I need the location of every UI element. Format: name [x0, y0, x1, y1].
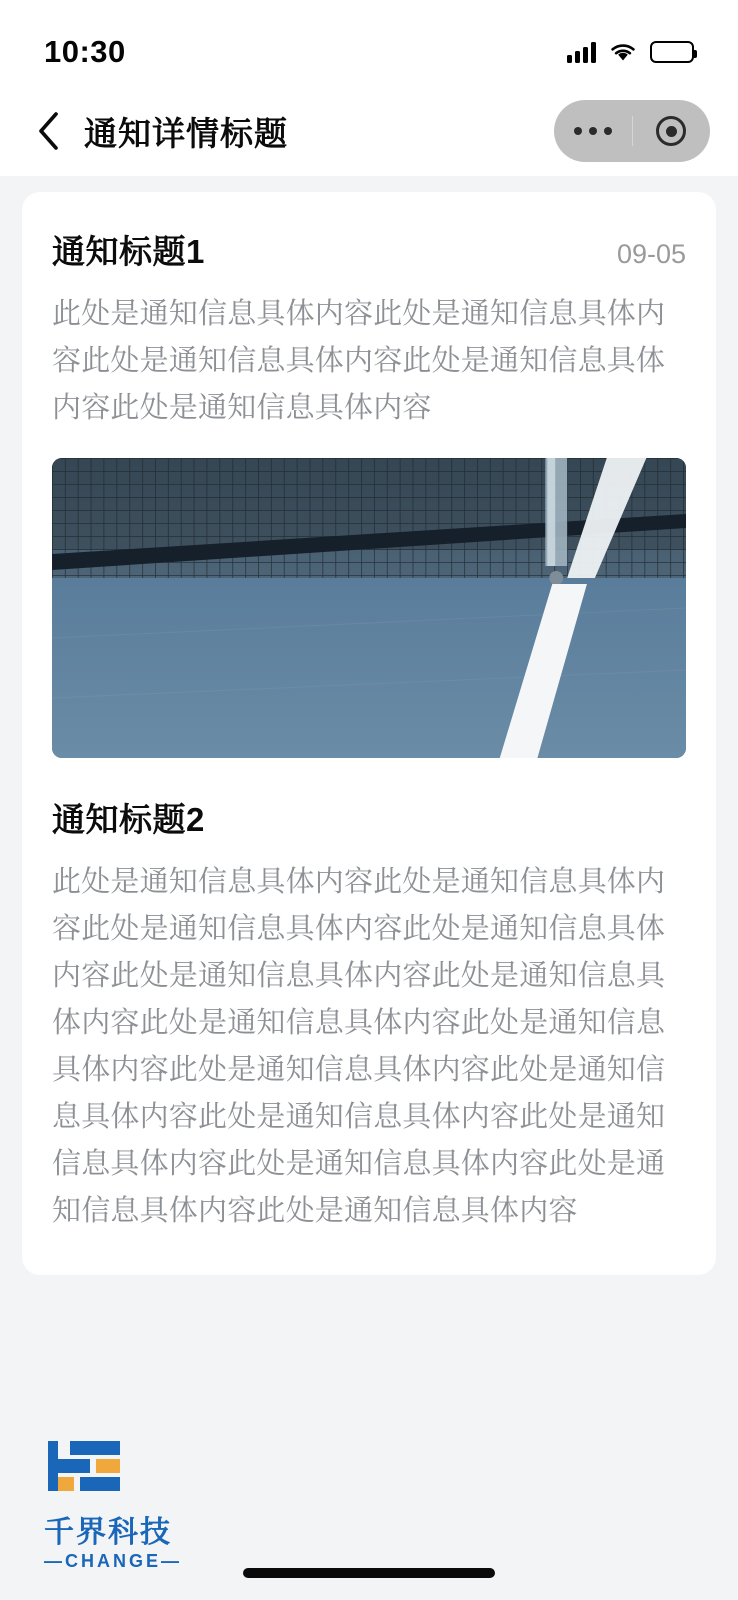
- logo-name-cn: 千界科技: [44, 1516, 172, 1549]
- tennis-court-net-photo: [52, 458, 686, 758]
- wifi-icon: [608, 41, 638, 63]
- chevron-left-icon: [36, 110, 60, 152]
- cellular-signal-icon: [567, 41, 596, 63]
- home-indicator[interactable]: [243, 1568, 495, 1578]
- company-logo: [44, 1439, 738, 1572]
- notice-card: [22, 192, 716, 1275]
- target-circle-icon: [656, 116, 686, 146]
- battery-icon: [650, 41, 694, 63]
- nav-bar: [0, 86, 738, 176]
- logo-name-en: —CHANGE—: [44, 1551, 183, 1571]
- notice-body-1: 此处是通知信息具体内容此处是通知信息具体内容此处是通知信息具体内容此处是通知信息具体内容此处是通知信息具体内容: [52, 298, 666, 424]
- capsule-divider: [632, 116, 633, 146]
- more-dots-icon: [574, 127, 612, 135]
- status-icons: [567, 41, 694, 63]
- notice-title-2: 通知标题2: [52, 800, 205, 838]
- notice-date-1: 09-05: [616, 239, 686, 269]
- logo-mark-icon: [44, 1439, 132, 1503]
- notice-title-1: 通知标题1: [52, 233, 205, 270]
- notice-section-2-header: [52, 794, 686, 841]
- notice-body-2: 此处是通知信息具体内容此处是通知信息具体内容此处是通知信息具体内容此处是通知信息具体内容此处是通知信息具体内容此处是通知信息具体内容此处是通知信息具体内容此处是通知信息具体内容此处是通知信息具体内容此处是通知信息具体内容此处是通知信息具体内容此处是通知信息具体内容此处是通知信息具体内容此处是通知信息具体内容此处是通知信息具体内容: [52, 865, 666, 1227]
- notice-section-1-header: [52, 226, 686, 273]
- status-bar: [0, 0, 738, 86]
- back-button[interactable]: [26, 107, 70, 155]
- page-title: 通知详情标题: [84, 114, 288, 152]
- more-menu-button[interactable]: [554, 100, 632, 162]
- mini-program-capsule: [554, 100, 710, 162]
- content-scroll-area[interactable]: [0, 176, 738, 1439]
- close-capsule-button[interactable]: [633, 100, 711, 162]
- status-time: 10:30: [44, 34, 126, 69]
